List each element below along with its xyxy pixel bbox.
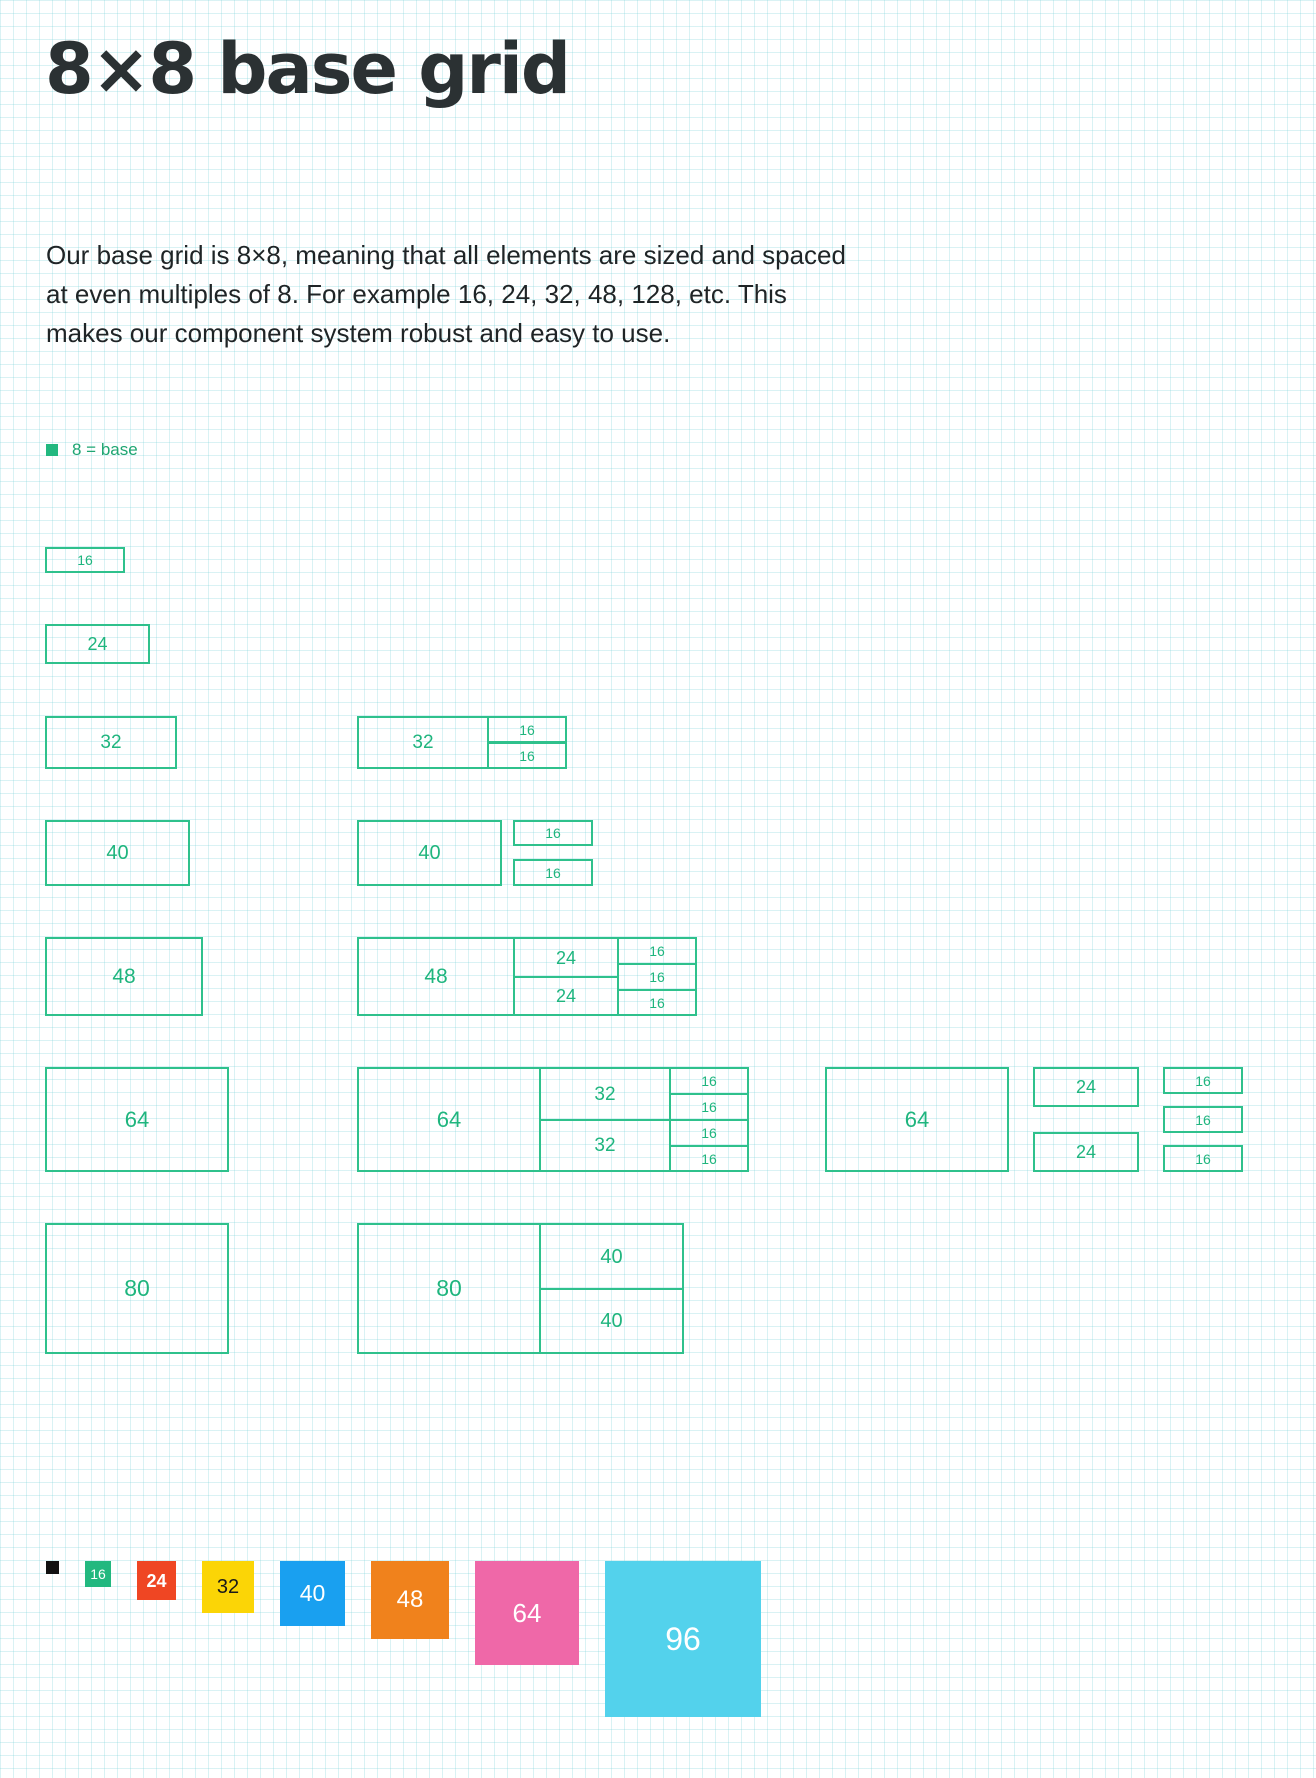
page-title: 8×8 base grid [45, 28, 570, 110]
split-box-16: 16 [617, 989, 697, 1016]
split-box-32: 32 [539, 1067, 671, 1121]
split-box-16: 16 [487, 716, 567, 743]
split-box-24: 24 [513, 976, 619, 1016]
spaced-box-16: 16 [1163, 1145, 1243, 1172]
split-box-80: 80 [357, 1223, 541, 1354]
spaced-box-64: 64 [825, 1067, 1009, 1172]
swatch-32: 32 [202, 1561, 254, 1613]
split-box-24: 24 [513, 937, 619, 978]
size-box-80: 80 [45, 1223, 229, 1354]
spaced-box-16: 16 [1163, 1067, 1243, 1094]
spaced-box-24: 24 [1033, 1132, 1139, 1172]
size-box-64: 64 [45, 1067, 229, 1172]
intro-paragraph: Our base grid is 8×8, meaning that all elements are sized and spaced at even multiples of 8. For example 16, 24, 32, 48, 128, etc. This makes our component system robust and easy to use. [46, 240, 846, 348]
swatch-16: 16 [85, 1561, 111, 1587]
split-box-16: 16 [617, 937, 697, 965]
split-box-32: 32 [539, 1119, 671, 1172]
split-box-16: 16 [513, 820, 593, 846]
split-box-16: 16 [669, 1119, 749, 1147]
size-box-48: 48 [45, 937, 203, 1016]
split-box-16: 16 [669, 1067, 749, 1095]
spaced-box-16: 16 [1163, 1106, 1243, 1133]
size-box-40: 40 [45, 820, 190, 886]
swatch-40: 40 [280, 1561, 345, 1626]
swatch-24: 24 [137, 1561, 176, 1600]
swatch-8 [46, 1561, 59, 1574]
split-box-64: 64 [357, 1067, 541, 1172]
split-box-48: 48 [357, 937, 515, 1016]
base-unit-swatch [46, 444, 58, 456]
split-box-40: 40 [357, 820, 502, 886]
split-box-40: 40 [539, 1288, 684, 1354]
spaced-box-24: 24 [1033, 1067, 1139, 1107]
size-box-32: 32 [45, 716, 177, 769]
split-box-16: 16 [669, 1093, 749, 1121]
size-box-24: 24 [45, 624, 150, 664]
split-box-16: 16 [617, 963, 697, 991]
split-box-16: 16 [669, 1145, 749, 1172]
base-unit-label: 8 = base [72, 440, 138, 459]
split-box-40: 40 [539, 1223, 684, 1290]
swatch-96: 96 [605, 1561, 761, 1717]
size-box-16: 16 [45, 547, 125, 573]
split-box-16: 16 [487, 742, 567, 769]
swatch-48: 48 [371, 1561, 449, 1639]
swatch-64: 64 [475, 1561, 579, 1665]
split-box-16: 16 [513, 859, 593, 886]
split-box-32: 32 [357, 716, 489, 769]
